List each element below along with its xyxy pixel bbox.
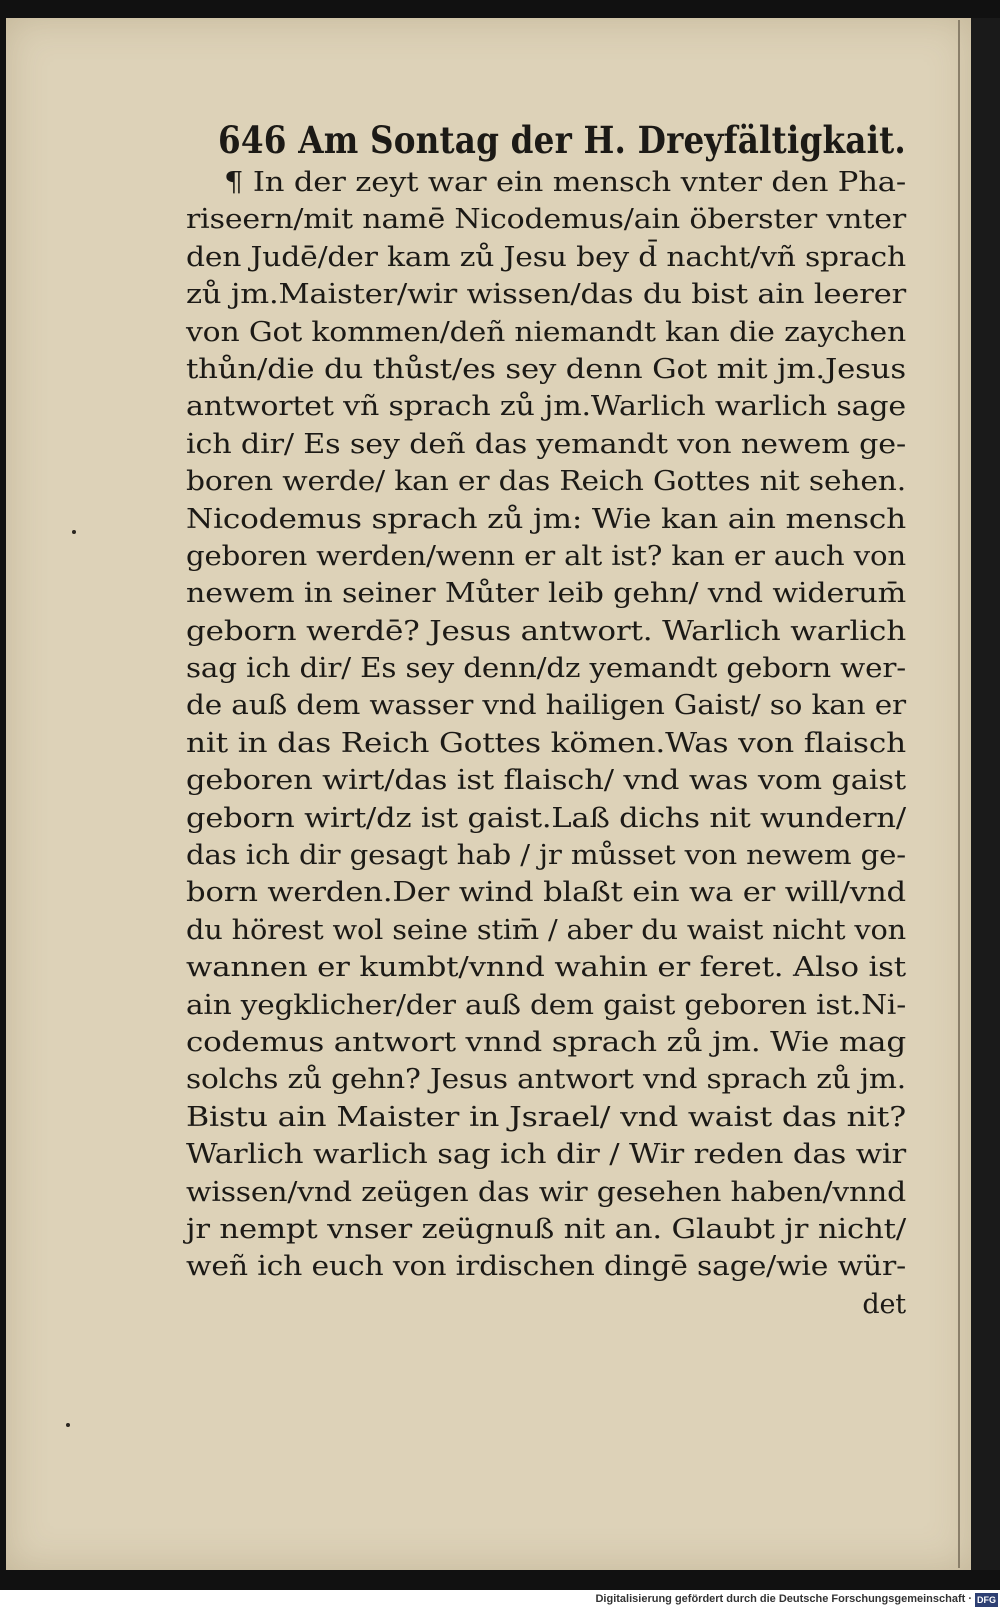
text-line [186,613,906,650]
digitization-credit: Digitalisierung gefördert durch die Deutsche Forschungsgemeinschaft · [595,1593,972,1605]
text-line-content: den Judē/der kam zů Jesu bey d̄ nacht/vñ sprach [186,241,906,273]
text-line [186,388,906,425]
text-line-content: Warlich warlich sag ich dir / Wir reden das wir [186,1139,906,1171]
text-line-content: wissen/vnd zeügen das wir gesehen haben/vnnd [186,1176,906,1208]
text-line-content: ain yegklicher/der auß dem gaist geboren ist.Ni- [186,989,906,1021]
text-line-content: jr nempt vnser zeügnuß nit an. Glaubt jr nicht/ [186,1213,906,1245]
text-line [186,762,906,799]
text-line-content: geboren werden/wenn er alt ist? kan er auch von [186,540,906,572]
text-line [186,1099,906,1136]
body-text [186,164,906,1323]
text-line [186,987,906,1024]
text-line [186,1174,906,1211]
text-line [186,1024,906,1061]
text-line-content: von Got kommen/deñ niemandt kan die zaychen [186,316,906,348]
text-line-content: ¶ In der zeyt war ein mensch vnter den Pha- [224,167,907,198]
text-line [186,501,906,538]
text-line-content: born werden.Der wind blaßt ein wa er will/vnd [186,877,906,909]
text-line [186,1211,906,1248]
text-line [186,1061,906,1098]
text-line [186,800,906,837]
text-line-content: antwortet vñ sprach zů jm.Warlich warlich sage [186,391,907,423]
text-line-content: weñ ich euch von irdischen dingē sage/wie wür- [186,1251,906,1283]
page-edge-shadow [971,18,1000,1570]
text-line-content: solchs zů gehn? Jesus antwort vnd sprach zů jm. [186,1064,906,1096]
text-line [186,912,906,949]
text-line [186,949,906,986]
text-line [186,687,906,724]
page-fold-line [958,20,960,1568]
text-line [186,575,906,612]
ink-speck [72,530,76,534]
ink-speck [66,1423,70,1427]
text-line [186,201,906,238]
text-line-content: Nicodemus sprach zů jm: Wie kan ain mensch [186,503,906,535]
text-line-content: wannen er kumbt/vnnd wahin er feret. Also ist [186,952,906,984]
running-header [218,116,906,164]
text-line [186,538,906,575]
running-title: Am Sontag der H. Dreyfältigkait. [298,118,906,162]
text-line [186,725,906,762]
text-line [186,650,906,687]
text-line-content: du hörest wol seine stim̄ / aber du waist nicht von [186,914,906,946]
text-line [186,1136,906,1173]
text-line-content: newem in seiner Můter leib gehn/ vnd widerum̄ [186,578,906,610]
text-line-content: ich dir/ Es sey deñ das yemandt von newem ge- [186,428,906,460]
text-line: det [862,1288,906,1320]
page-text [186,116,906,1323]
text-line-content: nit in das Reich Gottes kömen.Was von flaisch [186,727,907,759]
text-line-content: geborn werdē? Jesus antwort. Warlich warlich [186,615,907,647]
page-number: 646 [218,118,287,162]
text-line [186,1248,906,1285]
text-line-content: boren werde/ kan er das Reich Gottes nit sehen. [186,466,906,498]
footer-bar [0,1590,1000,1611]
text-line-content: sag ich dir/ Es sey denn/dz yemandt geborn wer- [186,653,906,685]
text-line-content: riseern/mit namē Nicodemus/ain öberster vnter [186,204,907,236]
text-line-content: thůn/die du thůst/es sey denn Got mit jm.Jesus [186,353,906,385]
text-line-content: Bistu ain Maister in Jsrael/ vnd waist das nit? [186,1101,906,1133]
text-line-content: de auß dem wasser vnd hailigen Gaist/ so kan er [186,690,906,722]
dfg-logo: DFG [977,1595,996,1605]
text-line [186,314,906,351]
text-line-content: das ich dir gesagt hab / jr můsset von newem ge- [186,840,906,872]
text-line [186,351,906,388]
text-line [186,239,906,276]
text-line-content: geborn wirt/dz ist gaist.Laß dichs nit wundern/ [186,802,907,834]
text-line-content: zů jm.Maister/wir wissen/das du bist ain leerer [186,279,906,311]
text-line [186,874,906,911]
text-line [186,463,906,500]
text-line [186,164,906,201]
text-line [186,837,906,874]
text-line-content: codemus antwort vnnd sprach zů jm. Wie mag [186,1026,907,1058]
text-line-content: geboren wirt/das ist flaisch/ vnd was vom gaist [186,765,907,797]
text-line [186,426,906,463]
text-line [186,276,906,313]
